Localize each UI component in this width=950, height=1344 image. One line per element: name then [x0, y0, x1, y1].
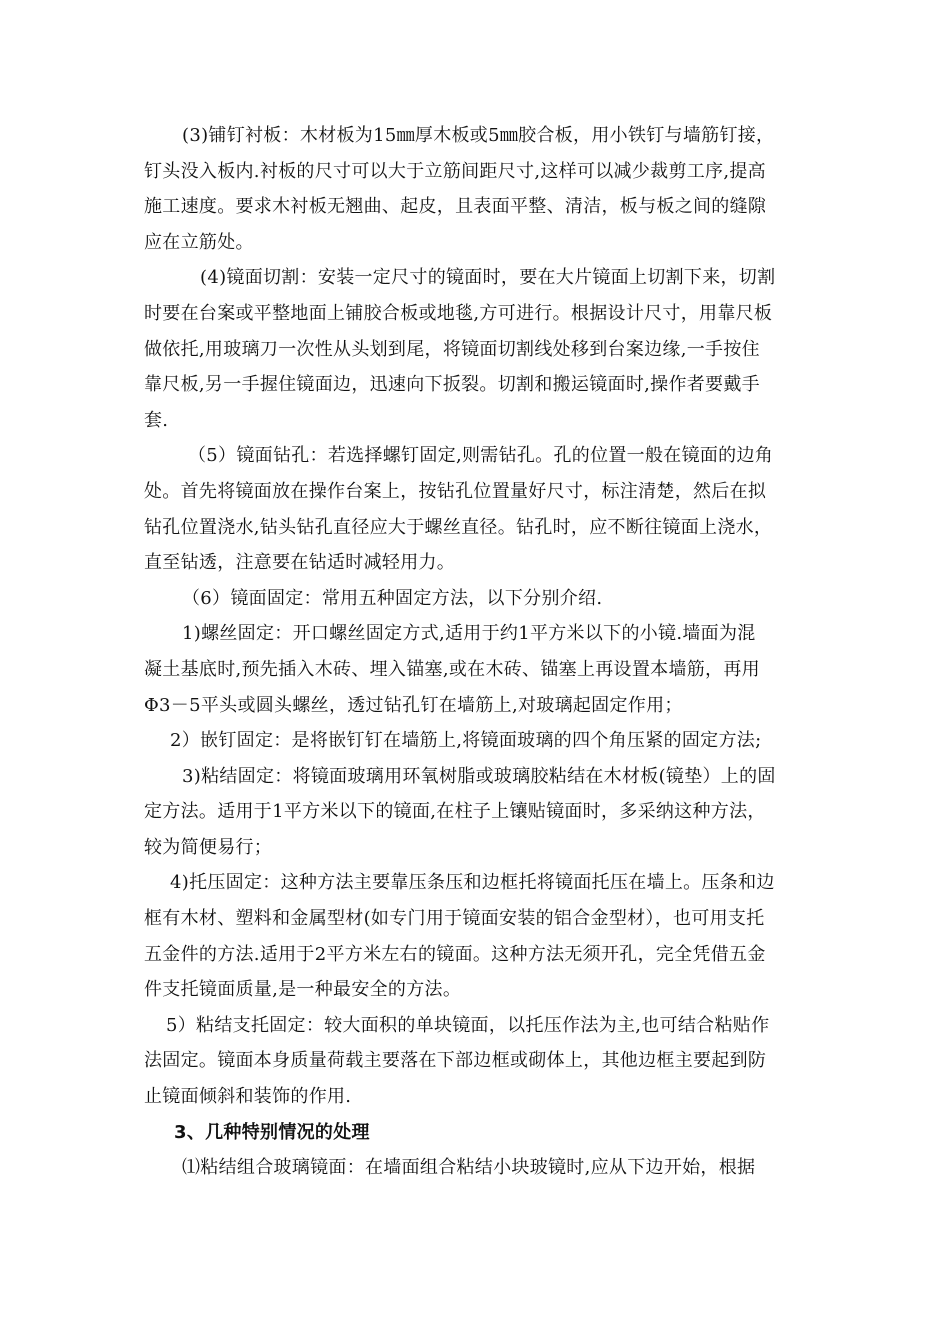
paragraph-3-line-3: 施工速度。要求木衬板无翘曲、起皮，且表面平整、清洁，板与板之间的缝隙 — [144, 196, 767, 218]
method-3-line-3: 较为简便易行； — [144, 836, 273, 858]
method-3-line-1: 3)粘结固定：将镜面玻璃用环氧树脂或玻璃胶粘结在木材板(镜垫）上的固 — [182, 765, 776, 787]
method-1-line-3: Φ3－5平头或圆头螺丝，透过钻孔钉在墙筋上,对玻璃起固定作用； — [144, 694, 683, 716]
method-1-line-2: 凝土基底时,预先插入木砖、埋入锚塞,或在木砖、锚塞上再设置本墙筋，再用 — [144, 658, 760, 680]
method-3-line-2: 定方法。适用于1平方米以下的镜面,在柱子上镶贴镜面时，多采纳这种方法， — [144, 801, 766, 823]
method-5-line-3: 止镜面倾斜和装饰的作用. — [144, 1086, 352, 1108]
method-5-line-1: 5）粘结支托固定：较大面积的单块镜面，以托压作法为主,也可结合粘贴作 — [166, 1014, 770, 1036]
paragraph-4-line-4: 靠尺板,另一手握住镜面边，迅速向下扳裂。切割和搬运镜面时,操作者要戴手 — [144, 374, 760, 396]
section-heading: 3、几种特别情况的处理 — [174, 1121, 370, 1143]
method-5-line-2: 法固定。镜面本身质量荷载主要落在下部边框或砌体上，其他边框主要起到防 — [144, 1050, 767, 1072]
method-4-line-2: 框有木材、塑料和金属型材(如专门用于镜面安装的铝合金型材），也可用支托 — [144, 908, 765, 930]
method-4-line-1: 4)托压固定：这种方法主要靠压条压和边框托将镜面托压在墙上。压条和边 — [170, 872, 775, 894]
paragraph-4-line-3: 做依托,用玻璃刀一次性从头划到尾，将镜面切割线处移到台案边缘,一手按住 — [144, 338, 760, 360]
method-4-line-3: 五金件的方法.适用于2平方米左右的镜面。这种方法无须开孔，完全凭借五金 — [144, 943, 766, 965]
paragraph-3-line-4: 应在立筋处。 — [144, 231, 254, 253]
paragraph-5-line-4: 直至钻透，注意要在钻适时减轻用力。 — [144, 552, 456, 574]
paragraph-4-line-5: 套. — [144, 409, 169, 431]
paragraph-3-line-2: 钉头没入板内.衬板的尺寸可以大于立筋间距尺寸,这样可以减少裁剪工序,提高 — [144, 160, 766, 182]
special-case-1-line-1: ⑴粘结组合玻璃镜面：在墙面组合粘结小块玻镜时,应从下边开始，根据 — [182, 1157, 756, 1179]
paragraph-5-line-1: （5）镜面钻孔：若选择螺钉固定,则需钻孔。孔的位置一般在镜面的边角 — [188, 445, 774, 467]
method-1-line-1: 1)螺丝固定：开口螺丝固定方式,适用于约1平方米以下的小镜.墙面为混 — [182, 623, 756, 645]
paragraph-5-line-3: 钻孔位置浇水,钻头钻孔直径应大于螺丝直径。钻孔时，应不断往镜面上浇水， — [144, 516, 773, 538]
method-4-line-4: 件支托镜面质量,是一种最安全的方法。 — [144, 979, 462, 1001]
paragraph-5-line-2: 处。首先将镜面放在操作台案上，按钻孔位置量好尺寸，标注清楚，然后在拟 — [144, 480, 767, 502]
paragraph-3-line-1: (3)铺钉衬板：木材板为15㎜厚木板或5㎜胶合板，用小铁钉与墙筋钉接， — [182, 125, 775, 146]
paragraph-4-line-2: 时要在台案或平整地面上铺胶合板或地毯,方可进行。根据设计尺寸，用靠尺板 — [144, 302, 773, 324]
paragraph-4-line-1: (4)镜面切割：安装一定尺寸的镜面时，要在大片镜面上切割下来，切割 — [200, 267, 776, 289]
document-body — [144, 118, 809, 1186]
method-2-line-1: 2）嵌钉固定：是将嵌钉钉在墙筋上,将镜面玻璃的四个角压紧的固定方法; — [170, 730, 762, 752]
paragraph-6-line-1: （6）镜面固定：常用五种固定方法，以下分别介绍. — [182, 587, 603, 609]
